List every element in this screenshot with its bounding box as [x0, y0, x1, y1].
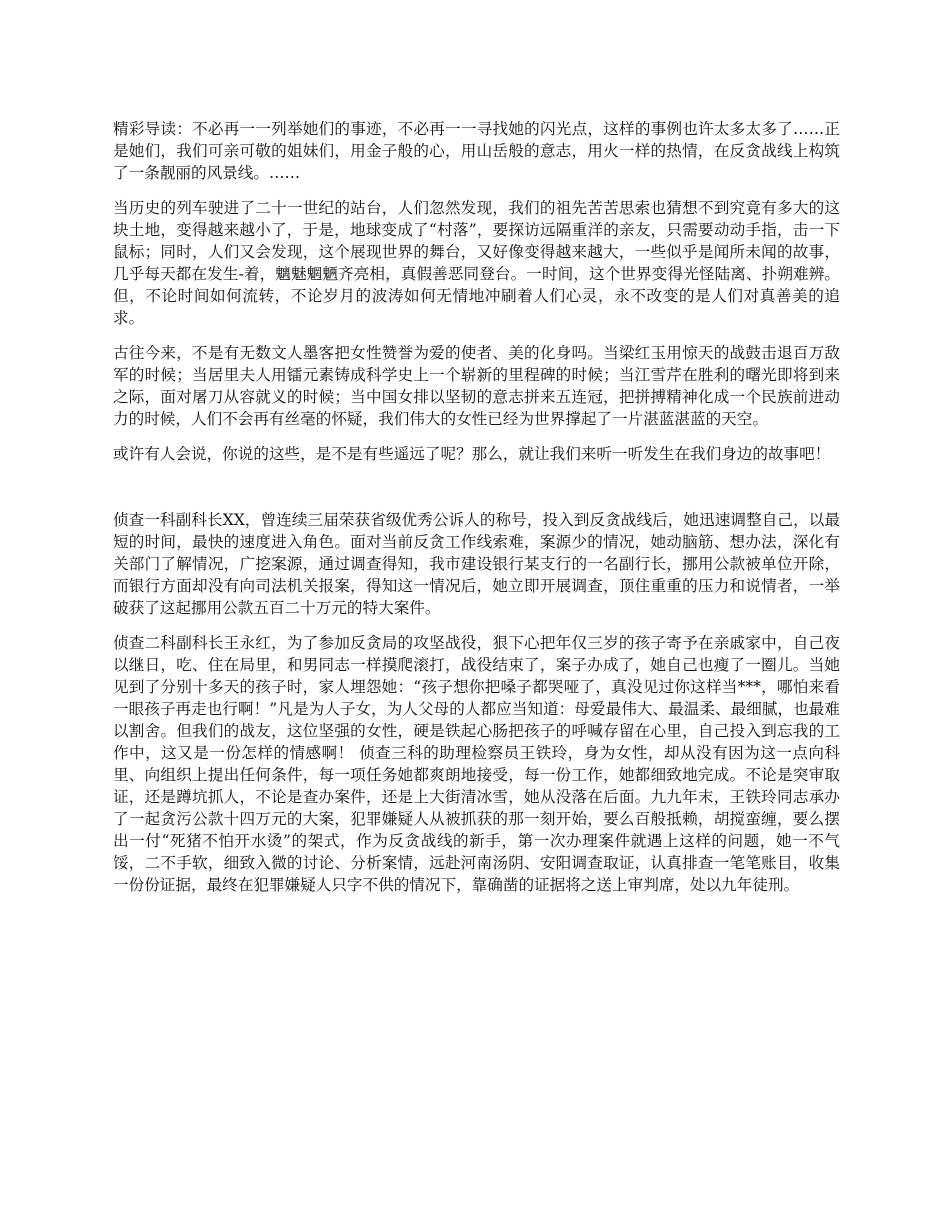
- intro-paragraph: 精彩导读：不必再一一列举她们的事迹，不必再一一寻找她的闪光点，这样的事例也许太多太多了……正是她们，我们可亲可敬的姐妹们，用金子般的心，用山岳般的意志，用火一样的热情，在反贪战线上构筑了一条靓丽的风景线。……: [113, 120, 840, 182]
- body-paragraph: 或许有人会说，你说的这些，是不是有些遥远了呢？那么，就让我们来听一听发生在我们身边的故事吧！: [113, 445, 831, 463]
- body-paragraph: 侦查二科副科长王永红，为了参加反贪局的攻坚战役，狠下心把年仅三岁的孩子寄予在亲戚家中，自己夜以继日，吃、住在局里，和男同志一样摸爬滚打，战役结束了，案子办成了，她自己也瘦了一圈儿。当她见到了分别十多天的孩子时，家人埋怨她：“孩子想你把嗓子都哭哑了，真没见过你这样当***，哪怕来看一眼孩子再走也行啊！”凡是为人子女，为人父母的人都应当知道：母爱最伟大、最温柔、最细腻，也最难以割舍。但我们的战友，这位坚强的女性，硬是铁起心肠把孩子的呼喊存留在心里，自己投入到忘我的工作中，这又是一份怎样的情感啊！ 侦查三科的助理检察员王铁玲，身为女性，却从没有因为这一点向科里、向组织上提出任何条件，每一项任务她都爽朗地接受，每一份工作，她都细致地完成。不论是突审取证，还是蹲坑抓人，不论是查办案件，还是上大街清冰雪，她从没落在后面。九九年末，王铁玲同志承办了一起贪污公款十四万元的大案，犯罪嫌疑人从被抓获的那一刻开始，要么百般抵赖，胡搅蛮缠，要么摆出一付“死猪不怕开水烫”的架式，作为反贪战线的新手，第一次办理案件就遇上这样的问题，她一不气馁，二不手软，细致入微的讨论、分析案情，远赴河南汤阴、安阳调查取证，认真排查一笔笔账目，收集一份份证据，最终在犯罪嫌疑人只字不供的情况下，靠确凿的证据将之送上审判席，处以九年徒刑。: [113, 634, 840, 894]
- body-paragraph: 古往今来，不是有无数文人墨客把女性赞誉为爱的使者、美的化身吗。当梁红玉用惊天的战鼓击退百万敌军的时候；当居里夫人用镭元素铸成科学史上一个崭新的里程碑的时候；当江雪芹在胜利的曙光即将到来之际，面对屠刀从容就义的时候；当中国女排以坚韧的意志拼来五连冠，把拼搏精神化成一个民族前进动力的时候，人们不会再有丝毫的怀疑，我们伟大的女性已经为世界撑起了一片湛蓝湛蓝的天空。: [113, 344, 840, 428]
- document-body: [113, 118, 840, 909]
- body-paragraph: 侦查一科副科长XX，曾连续三届荣获省级优秀公诉人的称号，投入到反贪战线后，她迅速调整自己，以最短的时间，最快的速度进入角色。面对当前反贪工作线索难，案源少的情况，她动脑筋、想办法，深化有关部门了解情况，广挖案源，通过调查得知，我市建设银行某支行的一名副行长，挪用公款被单位开除，而银行方面却没有向司法机关报案，得知这一情况后，她立即开展调查，顶住重重的压力和说情者，一举破获了这起挪用公款五百二十万元的特大案件。: [113, 511, 840, 617]
- body-paragraph: 当历史的列车驶进了二十一世纪的站台，人们忽然发现，我们的祖先苦苦思索也猜想不到究竟有多大的这块土地，变得越来越小了，于是，地球变成了“村落”，要探访远隔重洋的亲友，只需要动动手指，击一下鼠标；同时，人们又会发现，这个展现世界的舞台，又好像变得越来越大，一些似乎是闻所未闻的故事，几乎每天都在发生-着，魑魅魍魉齐亮相，真假善恶同登台。一时间，这个世界变得光怪陆离、扑朔难辨。但，不论时间如何流转，不论岁月的波涛如何无情地冲刷着人们心灵，永不改变的是人们对真善美的追求。: [113, 199, 840, 327]
